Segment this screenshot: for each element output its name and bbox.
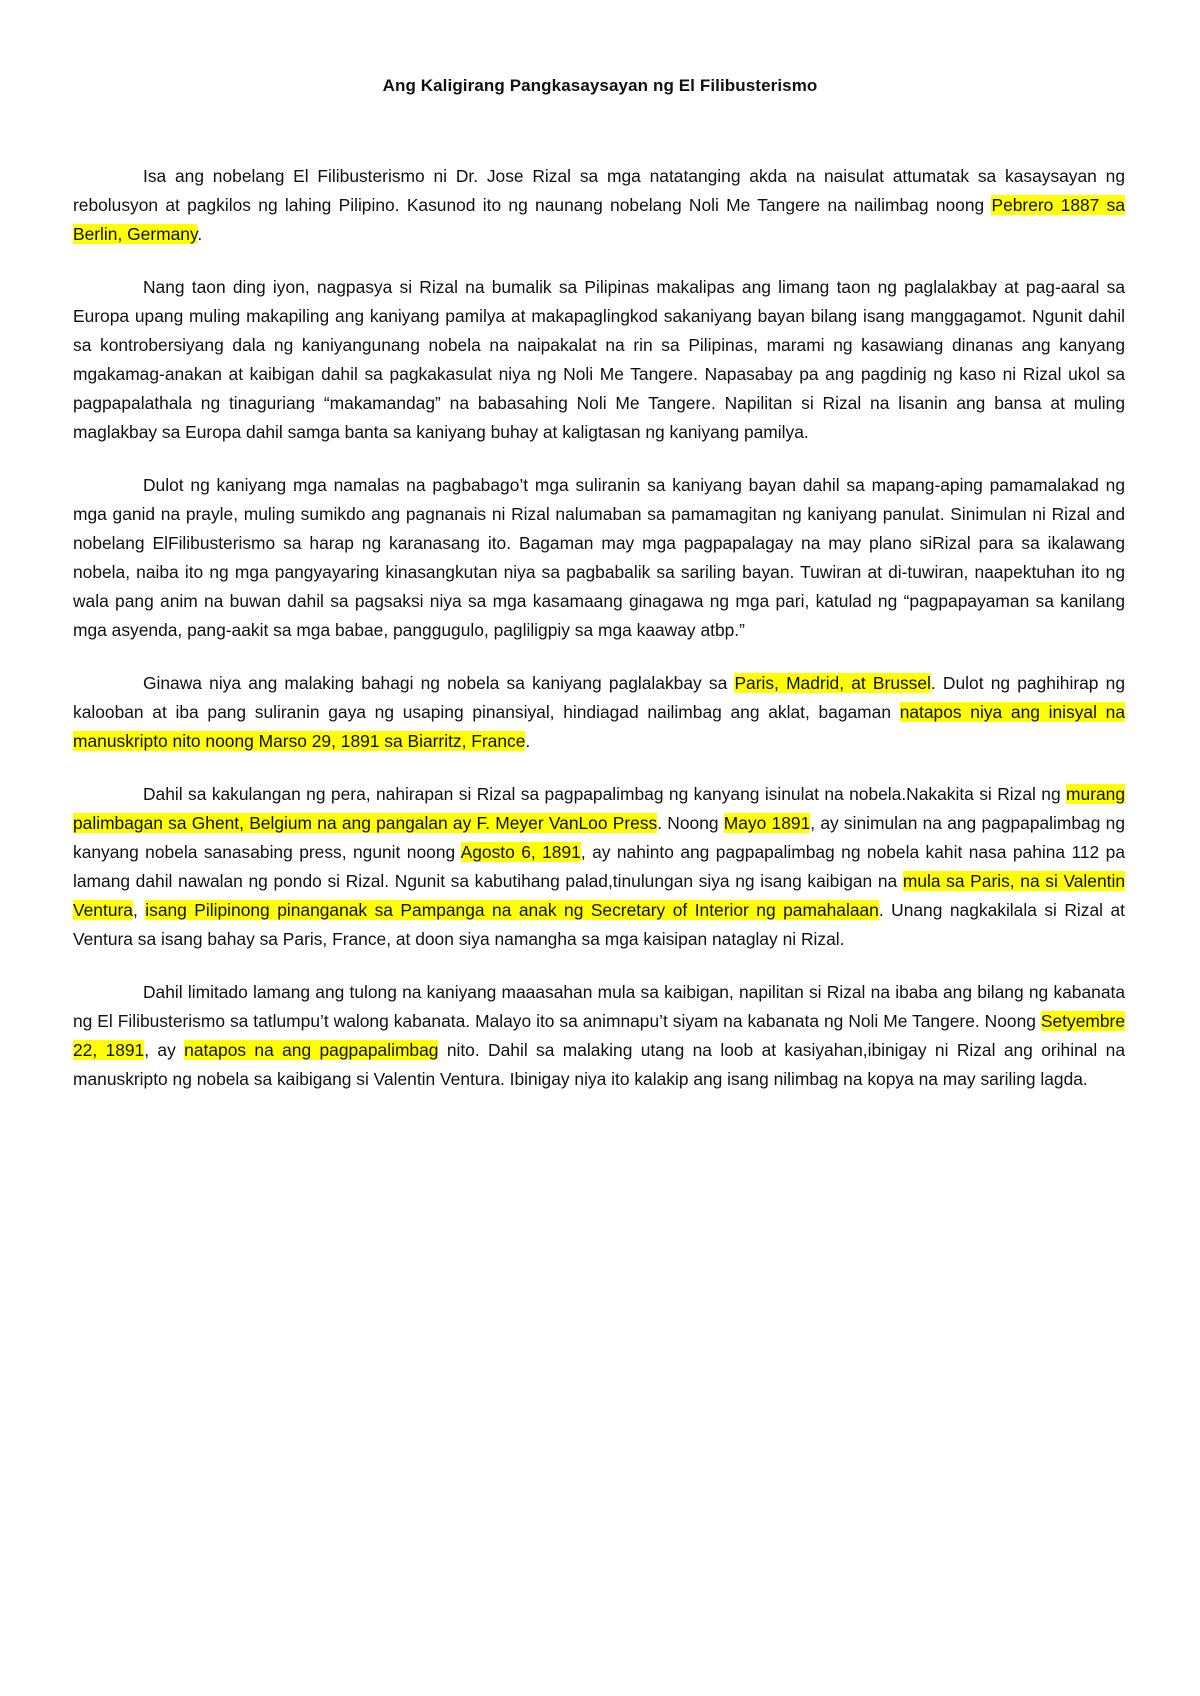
paragraph-1 [73,162,1125,249]
body-text: nito. Dahil sa malaking utang na loob at kasiyahan,ibinigay ni Rizal ang orihinal na manuskripto ng nobela sa kaibigang si Valentin Ventura. Ibinigay niya ito kalakip ang isang nilimbag na kopya na may sariling lagda. [73,1040,1125,1089]
body-text: Ginawa niya ang malaking bahagi ng nobela sa kaniyang paglalakbay sa [143,673,735,693]
body-text: , ay [144,1040,185,1060]
highlighted-text: Paris, Madrid, at Brussel [734,673,931,693]
highlighted-text: natapos na ang pagpapalimbag [184,1040,439,1060]
highlighted-text: Pebrero 1887 sa Berlin, Germany [73,195,1125,244]
highlighted-text: Agosto 6, 1891 [460,842,581,862]
body-text: Dahil limitado lamang ang tulong na kaniyang maaasahan mula sa kaibigan, napilitan si Rizal na ibaba ang bilang ng kabanata ng El Filibusterismo sa tatlumpu’t walong kabanata. Malayo ito sa animnapu’t siyam na kabanata ng Noli Me Tangere. Noong [73,982,1125,1031]
document-body [73,162,1125,1118]
highlighted-text: Mayo 1891 [723,813,811,833]
paragraph-6 [73,978,1125,1094]
highlighted-text: isang Pilipinong pinanganak sa Pampanga na anak ng Secretary of Interior ng pamahalaan [145,900,879,920]
body-text: Isa ang nobelang El Filibusterismo ni Dr. Jose Rizal sa mga natatanging akda na naisulat attumatak sa kasaysayan ng rebolusyon at pagkilos ng lahing Pilipino. Kasunod ito ng naunang nobelang Noli Me Tangere na nailimbag noong [73,166,1125,215]
paragraph-4 [73,669,1125,756]
highlighted-text: mula sa Paris, na si Valentin Ventura [73,871,1125,920]
body-text: , ay sinimulan na ang pagpapalimbag ng kanyang nobela sanasabing press, ngunit noong [73,813,1125,862]
highlighted-text: Setyembre 22, 1891 [73,1011,1125,1060]
body-text: . Unang nagkakilala si Rizal at Ventura sa isang bahay sa Paris, France, at doon siya namangha sa mga kaisipan nataglay ni Rizal. [73,900,1126,949]
paragraph-3 [73,471,1125,645]
body-text: . Dulot ng paghihirap ng kalooban at iba pang suliranin gaya ng usaping pinansiyal, hindiagad nailimbag ang aklat, bagaman [73,673,1125,722]
body-text: , [132,900,146,920]
document-title: Ang Kaligirang Pangkasaysayan ng El Filibusterismo [382,76,818,95]
body-text: Dahil sa kakulangan ng pera, nahirapan si Rizal sa pagpapalimbag ng kanyang isinulat na nobela.Nakakita si Rizal ng [143,784,1067,804]
body-text: . [525,731,531,751]
body-text: , ay nahinto ang pagpapalimbag ng nobela kahit nasa pahina 112 pa lamang dahil nawalan ng pondo si Rizal. Ngunit sa kabutihang palad,tinulungan siya ng isang kaibigan na [73,842,1125,891]
paragraph-5 [73,780,1125,954]
body-text: Dulot ng kaniyang mga namalas na pagbabago’t mga suliranin sa kaniyang bayan dahil sa mapang-aping pamamalakad ng mga ganid na prayle, muling sumikdo ang pagnanais ni Rizal nalumaban sa pamamagitan ng kaniyang panulat. Sinimulan ni Rizal and nobelang ElFilibusterismo sa harap ng karanasang ito. Bagaman may mga pagpapalagay na may plano siRizal para sa ikalawang nobela, naiba ito ng mga pangyayaring kinasangkutan niya sa pagbabalik sa sariling bayan. Tuwiran at di-tuwiran, naapektuhan ito ng wala pang anim na buwan dahil sa pagsaksi niya sa mga kasamaang ginagawa ng mga pari, katulad ng “pagpapayaman sa kanilang mga asyenda, pang-aakit sa mga babae, panggugulo, pagliligpiy sa mga kaaway atbp.” [73,475,1125,640]
highlighted-text: murang palimbagan sa Ghent, Belgium na ang pangalan ay F. Meyer VanLoo Press [73,784,1125,833]
body-text: . [197,224,203,244]
paragraph-2 [73,273,1125,447]
highlighted-text: natapos niya ang inisyal na manuskripto nito noong Marso 29, 1891 sa Biarritz, France [73,702,1125,751]
body-text: Nang taon ding iyon, nagpasya si Rizal na bumalik sa Pilipinas makalipas ang limang taon ng paglalakbay at pag-aaral sa Europa upang muling makapiling ang kaniyang pamilya at makapaglingkod sakaniyang bayan bilang isang manggagamot. Ngunit dahil sa kontrobersiyang dala ng kaniyangunang nobela na naipakalat na rin sa Pilipinas, marami ng kasawiang dinanas ang kanyang mgakamag-anakan at kaibigan dahil sa pagkakasulat niya ng Noli Me Tangere. Napasabay pa ang pagdinig ng kaso ni Rizal ukol sa pagpapalathala ng tinaguriang “makamandag” na babasahing Noli Me Tangere. Napilitan si Rizal na lisanin ang bansa at muling maglakbay sa Europa dahil samga banta sa kaniyang buhay at kaligtasan ng kaniyang pamilya. [73,277,1125,442]
body-text: . Noong [657,813,724,833]
